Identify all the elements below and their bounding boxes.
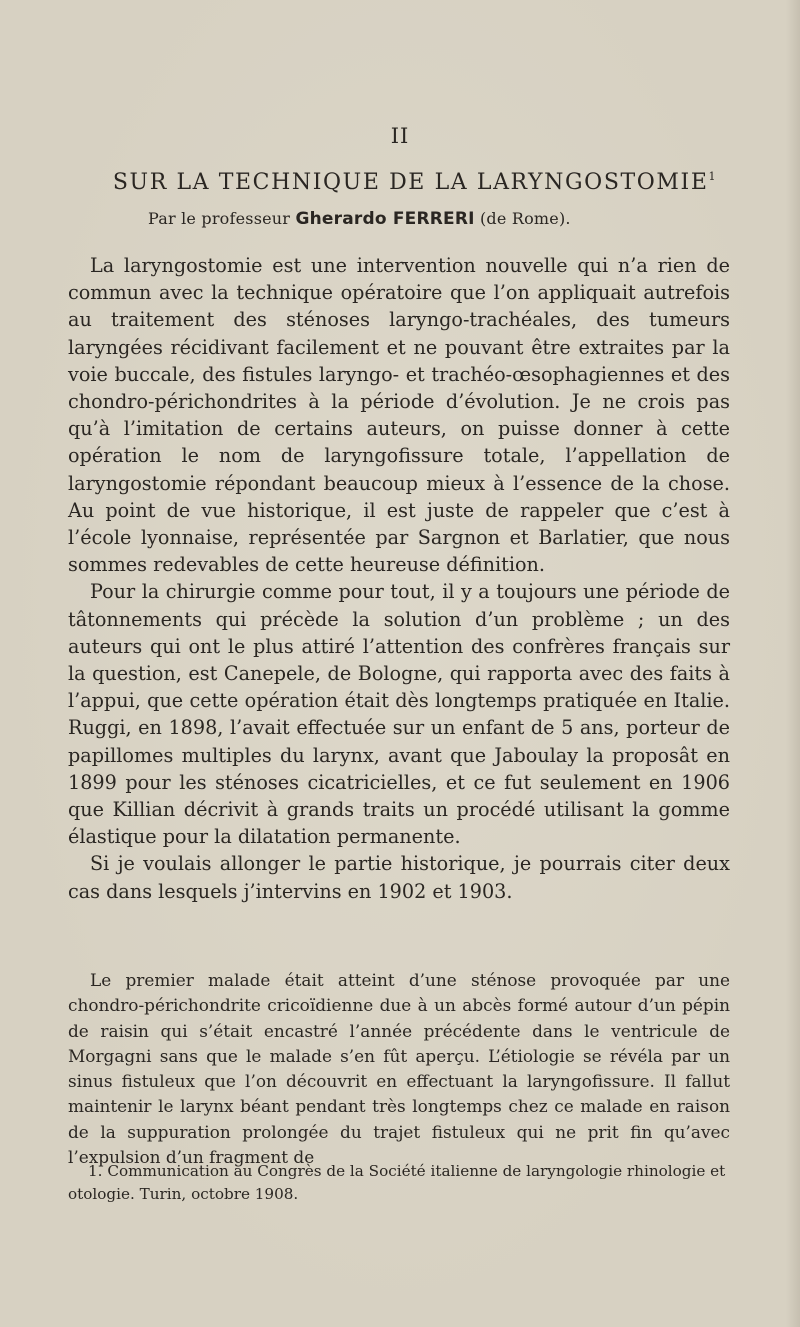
footnote-number: 1.	[88, 1162, 103, 1180]
body-text	[68, 252, 730, 905]
byline-prefix: Par le professeur	[148, 209, 291, 228]
chapter-number: II	[390, 124, 410, 148]
case-report-text	[68, 968, 730, 1170]
paragraph: Pour la chirurgie comme pour tout, il y a toujours une période de tâtonnements qui précède la solution d’un problème ; un des auteurs qui ont le plus attiré l’attention des confrères français sur la question, est Canepele, de Bologne, qui rapporta avec des faits à l’appui, que cette opération était dès longtemps pratiquée en Italie. Ruggi, en 1898, l’avait effectuée sur un enfant de 5 ans, porteur de papillomes multiples du larynx, avant que Jaboulay la proposât en 1899 pour les sténoses cicatricielles, et ce fut seulement en 1906 que Killian décrivit à grands traits un procédé utilisant la gomme élastique pour la dilatation permanente.	[68, 580, 730, 849]
article-title-text: SUR LA TECHNIQUE DE LA LARYNGOSTOMIE	[112, 170, 709, 195]
footnote	[68, 1160, 748, 1205]
author-name: Gherardo FERRERI	[295, 209, 475, 229]
footnote-marker: 1	[708, 170, 718, 183]
paragraph: Si je voulais allonger le partie historique, je pourrais citer deux cas dans lesquels j’intervins en 1902 et 1903.	[68, 852, 730, 903]
byline-affiliation: (de Rome).	[479, 209, 571, 228]
footnote-text: Communication au Congrès de la Société italienne de laryngologie rhinologie et otologie. Turin, octobre 1908.	[68, 1162, 726, 1203]
article-title	[0, 170, 800, 195]
page-edge-shadow	[786, 0, 800, 1327]
paragraph: La laryngostomie est une intervention nouvelle qui n’a rien de commun avec la technique opératoire que l’on appliquait autrefois au traitement des sténoses laryngo-trachéales, des tumeurs laryngées récidivant facilement et ne pouvant être extraites par la voie buccale, des fistules laryngo- et trachéo-œsophagiennes et des chondro-périchondrites à la période d’évolution. Je ne crois pas qu’à l’imitation de certains auteurs, on puisse donner à cette opération le nom de laryngofissure totale, l’appellation de laryngostomie répondant beaucoup mieux à l’essence de la chose. Au point de vue historique, il est juste de rappeler que c’est à l’école lyonnaise, représentée par Sargnon et Barlatier, que nous sommes redevables de cette heureuse définition.	[68, 254, 730, 577]
paragraph: Le premier malade était atteint d’une sténose provoquée par une chondro-périchondrite cricoïdienne due à un abcès formé autour d’un pépin de raisin qui s’était encastré l’année précédente dans le ventricule de Morgagni sans que le malade s’en fût aperçu. L’étiologie se révéla par un sinus fistuleux que l’on découvrit en effectuant la laryngofissure. Il fallut maintenir le larynx béant pendant très longtemps chez ce malade en raison de la suppuration prolongée du trajet fistuleux qui ne prit fin qu’avec l’expulsion d’un fragment de	[68, 970, 730, 1168]
byline	[148, 209, 571, 229]
